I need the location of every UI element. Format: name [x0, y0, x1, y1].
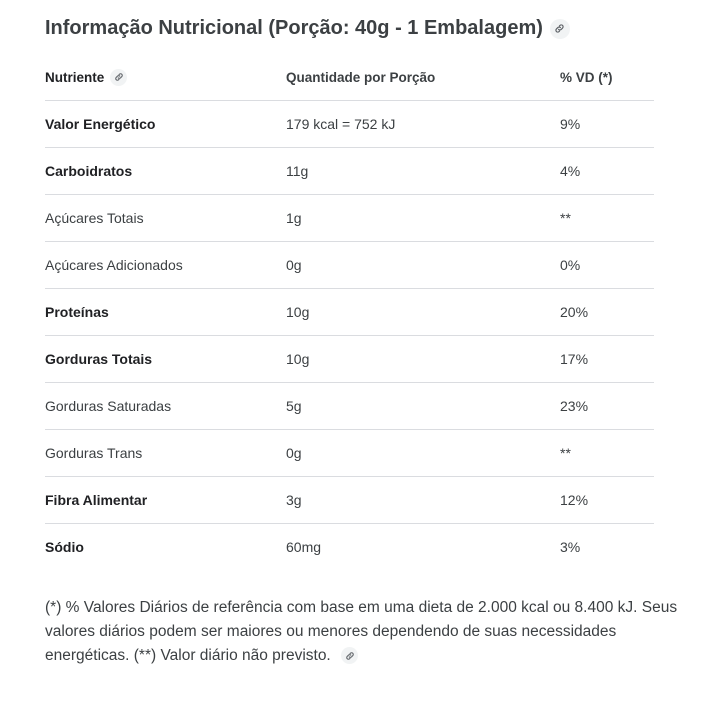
footnote-text: (*) % Valores Diários de referência com base em uma dieta de 2.000 kcal ou 8.400 kJ. Seus valores diários podem ser maiores ou menores dependendo de suas necessidades energéticas. (**) Valor diário não previsto. [45, 599, 678, 664]
nutrient-quantity: 3g [286, 492, 302, 508]
nutrient-quantity: 0g [286, 445, 302, 461]
nutrient-quantity: 10g [286, 304, 310, 320]
page-title-text: Informação Nutricional (Porção: 40g - 1 Embalagem) [45, 17, 543, 39]
nutrient-quantity: 10g [286, 351, 310, 367]
header-vd: % VD (*) [560, 69, 613, 85]
nutrient-vd: 4% [560, 163, 581, 179]
page-title [45, 17, 570, 40]
nutrient-vd: 23% [560, 398, 589, 414]
table-row [45, 430, 654, 477]
table-row [45, 148, 654, 195]
header-quantity: Quantidade por Porção [286, 69, 436, 85]
nutrient-vd: 9% [560, 116, 581, 132]
table-row [45, 336, 654, 383]
table-row [45, 242, 654, 289]
table-row [45, 289, 654, 336]
table-row [45, 524, 654, 570]
title-link-button[interactable] [550, 19, 570, 39]
footnote [45, 596, 685, 668]
table-row [45, 477, 654, 524]
table-row [45, 101, 654, 148]
nutrient-vd: 0% [560, 257, 581, 273]
nutrient-name: Carboidratos [45, 163, 133, 179]
nutrient-quantity: 0g [286, 257, 302, 273]
nutrient-name: Valor Energético [45, 116, 156, 132]
table-row [45, 383, 654, 430]
footnote-link-button[interactable] [341, 647, 358, 664]
nutrient-name: Gorduras Trans [45, 445, 143, 461]
nutrient-quantity: 60mg [286, 539, 322, 555]
nutrient-vd: 3% [560, 539, 581, 555]
nutrient-vd: 12% [560, 492, 589, 508]
nutrient-name: Sódio [45, 539, 84, 555]
header-nutrient-label: Nutriente [45, 69, 105, 85]
nutrition-table [45, 54, 654, 570]
nutrient-vd: 17% [560, 351, 589, 367]
header-link-button[interactable] [110, 69, 127, 86]
nutrient-quantity: 1g [286, 210, 302, 226]
nutrient-quantity: 5g [286, 398, 302, 414]
nutrient-name: Açúcares Totais [45, 210, 144, 226]
link-icon [554, 23, 565, 34]
table-header-row [45, 54, 654, 101]
nutrient-vd: ** [560, 210, 571, 226]
header-nutrient [45, 69, 286, 86]
table-row [45, 195, 654, 242]
nutrient-vd: ** [560, 445, 571, 461]
nutrient-quantity: 179 kcal = 752 kJ [286, 116, 396, 132]
nutrient-name: Açúcares Adicionados [45, 257, 183, 273]
nutrient-name: Proteínas [45, 304, 109, 320]
nutrient-vd: 20% [560, 304, 589, 320]
nutrient-name: Gorduras Totais [45, 351, 153, 367]
nutrient-name: Gorduras Saturadas [45, 398, 172, 414]
nutrient-name: Fibra Alimentar [45, 492, 148, 508]
link-icon [114, 72, 124, 82]
nutrient-quantity: 11g [286, 163, 309, 179]
link-icon [345, 651, 355, 661]
